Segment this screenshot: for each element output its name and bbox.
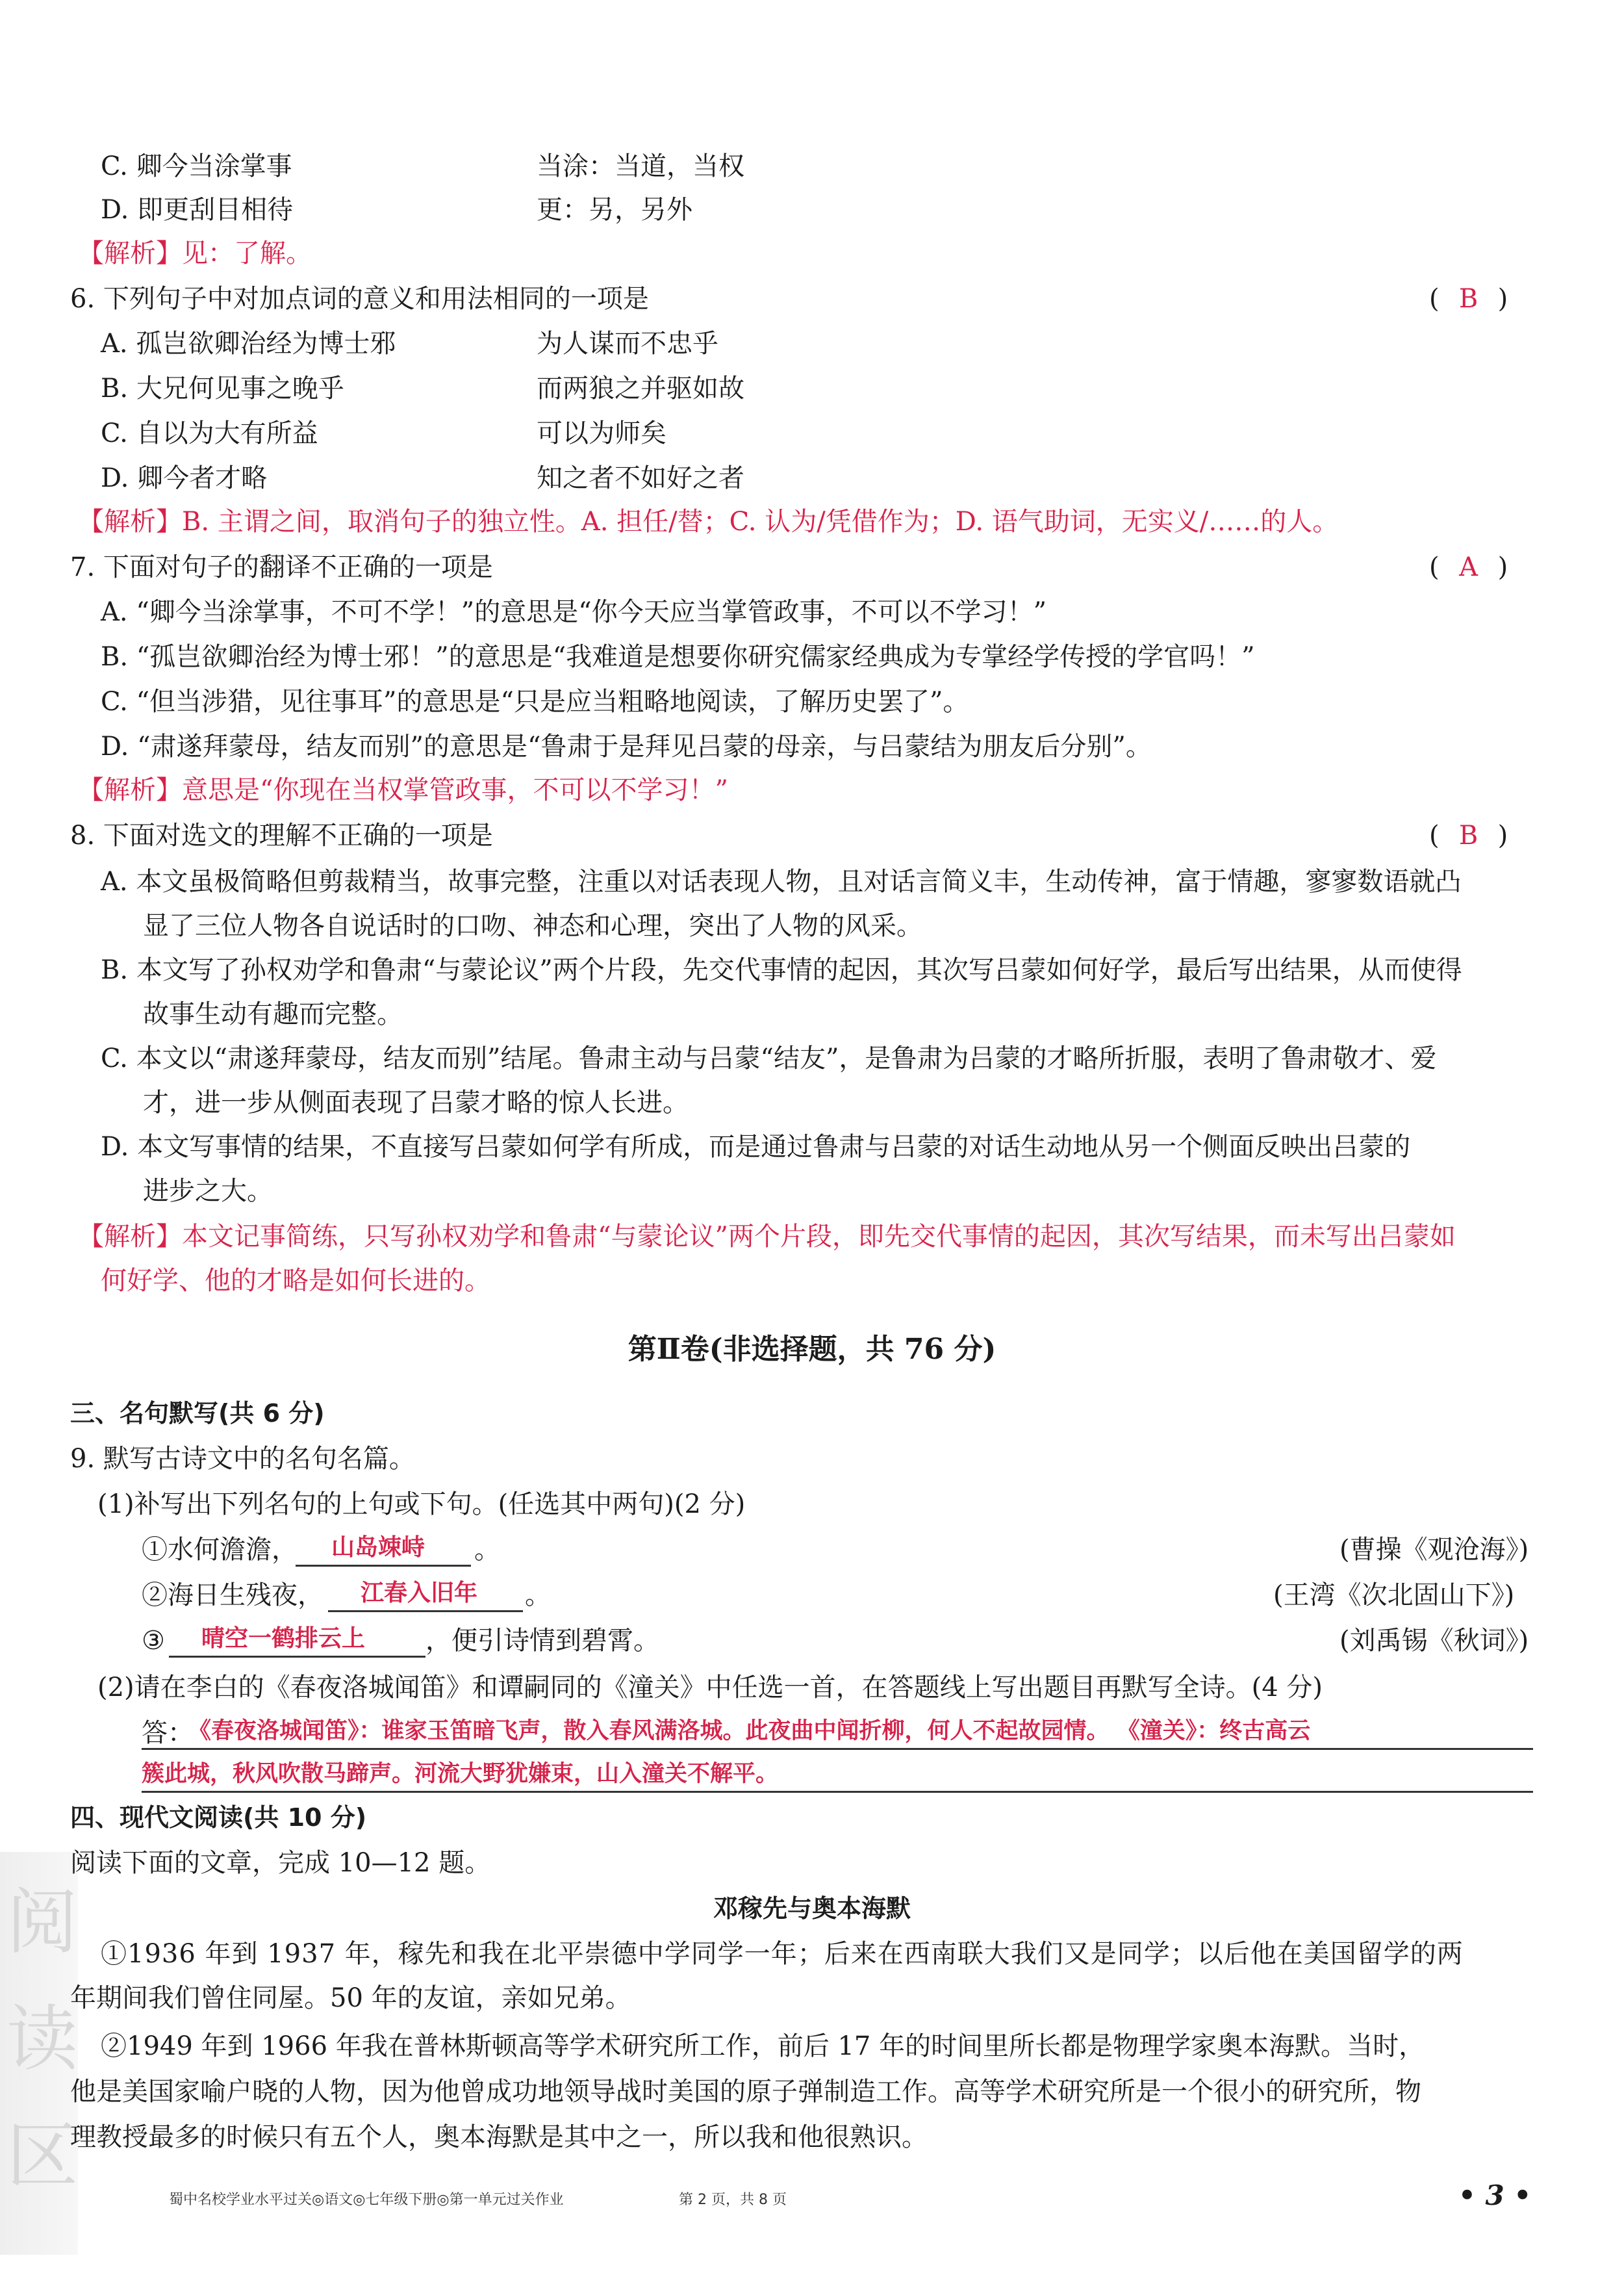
article-title: 邓稼先与奥本海默 — [713, 1894, 911, 1923]
q5-option-c-right: 当涂：当道，当权 — [537, 151, 744, 181]
q9-sub1: (1)补写出下列名句的上句或下句。(任选其中两句)(2 分) — [97, 1489, 746, 1519]
q9-item3-suffix: ，便引诗情到碧霄。 — [425, 1626, 659, 1656]
q8-analysis-line1: 【解析】本文记事简练，只写孙权劝学和鲁肃“与蒙论议”两个片段，即先交代事情的起因，其次写结果，而未写出吕蒙如 — [78, 1222, 1456, 1252]
q6-option-a-right: 为人谋而不忠乎 — [537, 329, 718, 359]
article-line1: ①1936 年到 1937 年，稼先和我在北平崇德中学同学一年；后来在西南联大我们又是同学；以后他在美国留学的两 — [101, 1939, 1464, 1969]
q5-option-d-right: 更：另，另外 — [537, 195, 692, 225]
page-number: • 3 • — [1458, 2179, 1532, 2211]
article-line4: 他是美国家喻户晓的人物，因为他曾成功地领导战时美国的原子弹制造工作。高等学术研究所是一个很小的研究所，物 — [70, 2077, 1421, 2107]
q9-item2-source: (王湾《次北固山下》) — [1273, 1580, 1515, 1610]
q8-option-a-line2: 显了三位人物各自说话时的口吻、神态和心理，突出了人物的风采。 — [143, 911, 922, 941]
q8-option-c-line2: 才，进一步从侧面表现了吕蒙才略的惊人长进。 — [143, 1088, 689, 1118]
q9-answer-line2: 簇此城，秋风吹散马蹄声。河流大野犹嫌束，山入潼关不解平。 — [142, 1761, 779, 1787]
q6-option-d-left: D. 卿今者才略 — [101, 463, 268, 493]
section3-title: 三、名句默写(共 6 分) — [70, 1399, 325, 1428]
q9-sub2: (2)请在李白的《春夜洛城闻笛》和谭嗣同的《潼关》中任选一首，在答题线上写出题目再默写全诗。(4 分) — [97, 1673, 1323, 1702]
q7-option-d: D. “肃遂拜蒙母，结友而别”的意思是“鲁肃于是拜见吕蒙的母亲，与吕蒙结为朋友后分别”。 — [101, 732, 1152, 762]
q8-option-b-line1: B. 本文写了孙权劝学和鲁肃“与蒙论议”两个片段，先交代事情的起因，其次写吕蒙如何好学，最后写出结果，从而使得 — [101, 955, 1462, 985]
q9-item2-answer: 江春入旧年 — [361, 1580, 478, 1606]
q9-item1-source: (曹操《观沧海》) — [1339, 1535, 1529, 1565]
q8-option-c-line1: C. 本文以“肃遂拜蒙母，结友而别”结尾。鲁肃主动与吕蒙“结友”，是鲁肃为吕蒙的才略所折服，表明了鲁肃敬才、爱 — [101, 1044, 1437, 1073]
q6-analysis: 【解析】B. 主谓之间，取消句子的独立性。A. 担任/替；C. 认为/凭借作为；D. 语气助词，无实义/……的人。 — [78, 507, 1339, 537]
q7-option-b: B. “孤岂欲卿治经为博士邪！”的意思是“我难道是想要你研究儒家经典成为专掌经学传授的学官吗！” — [101, 642, 1255, 672]
q9-item3-blank — [169, 1656, 425, 1658]
q7-analysis: 【解析】意思是“你现在当权掌管政事，不可以不学习！” — [78, 775, 728, 805]
section4-title: 四、现代文阅读(共 10 分) — [70, 1803, 367, 1832]
q9-answer-line1: 《春夜洛城闻笛》：谁家玉笛暗飞声，散入春风满洛城。此夜曲中闻折柳，何人不起故园情。 《潼关》：终古高云 — [188, 1718, 1311, 1744]
q9-item2-suffix: 。 — [525, 1580, 551, 1610]
q6-answer: B — [1458, 284, 1478, 314]
footer-book-info: 蜀中名校学业水平过关◎语文◎七年级下册◎第一单元过关作业 — [169, 2192, 564, 2208]
q8-option-b-line2: 故事生动有趣而完整。 — [143, 999, 403, 1029]
q8-answer: B — [1458, 821, 1478, 851]
q9-item1-blank — [296, 1565, 471, 1567]
q7-answer-bracket: ( A ) — [1429, 550, 1508, 585]
q8-option-a-line1: A. 本文虽极简略但剪裁精当，故事完整，注重以对话表现人物，且对话言简义丰，生动传神，富于情趣，寥寥数语就凸 — [101, 867, 1462, 897]
q6-option-d-right: 知之者不如好之者 — [537, 463, 744, 493]
q9-item1-prefix: ①水何澹澹， — [142, 1535, 298, 1565]
q6-option-a-left: A. 孤岂欲卿治经为博士邪 — [101, 329, 396, 359]
part2-title: 第Ⅱ卷(非选择题，共 76 分) — [628, 1333, 996, 1366]
q6-stem: 6. 下列句子中对加点词的意义和用法相同的一项是 — [70, 284, 649, 314]
q9-item3-source: (刘禹锡《秋词》) — [1339, 1626, 1529, 1656]
article-line5: 理教授最多的时候只有五个人，奥本海默是其中之一，所以我和他很熟识。 — [70, 2122, 928, 2152]
q9-item1-answer: 山岛竦峙 — [331, 1534, 425, 1561]
q9-item2-blank — [328, 1610, 523, 1612]
q5-option-c-left: C. 卿今当涂掌事 — [101, 151, 292, 181]
article-line2: 年期间我们曾住同屋。50 年的友谊，亲如兄弟。 — [70, 1983, 631, 2013]
q8-option-d-line1: D. 本文写事情的结果，不直接写吕蒙如何学有所成，而是通过鲁肃与吕蒙的对话生动地从另一个侧面反映出吕蒙的 — [101, 1132, 1411, 1162]
q7-option-a: A. “卿今当涂掌事，不可不学！”的意思是“你今天应当掌管政事，不可以不学习！” — [101, 597, 1047, 627]
q7-stem: 7. 下面对句子的翻译不正确的一项是 — [70, 552, 493, 582]
q9-stem: 9. 默写古诗文中的名句名篇。 — [70, 1444, 415, 1474]
q7-option-c: C. “但当涉猎，见往事耳”的意思是“只是应当粗略地阅读，了解历史罢了”。 — [101, 687, 969, 717]
q5-analysis: 【解析】见：了解。 — [78, 238, 312, 268]
q6-option-c-left: C. 自以为大有所益 — [101, 418, 318, 448]
q6-option-c-right: 可以为师矣 — [537, 418, 666, 448]
q9-item3-prefix: ③ — [142, 1626, 165, 1656]
q7-answer: A — [1459, 552, 1478, 582]
article-line3: ②1949 年到 1966 年我在普林斯顿高等学术研究所工作，前后 17 年的时间里所长都是物理学家奥本海默。当时， — [101, 2031, 1425, 2061]
section4-instruction: 阅读下面的文章，完成 10—12 题。 — [70, 1848, 491, 1878]
q9-item1-suffix: 。 — [474, 1535, 500, 1565]
q8-stem: 8. 下面对选文的理解不正确的一项是 — [70, 821, 493, 851]
q6-answer-bracket: ( B ) — [1429, 281, 1508, 316]
q5-option-d-left: D. 即更刮目相待 — [101, 195, 294, 225]
q9-item3-answer: 晴空一鹤排云上 — [201, 1625, 366, 1652]
q9-item2-prefix: ②海日生残夜， — [142, 1580, 324, 1610]
q8-answer-bracket: ( B ) — [1429, 818, 1508, 853]
q6-option-b-left: B. 大兄何见事之晚乎 — [101, 374, 344, 404]
answer-line-1 — [142, 1748, 1533, 1750]
q8-option-d-line2: 进步之大。 — [143, 1176, 273, 1206]
q9-answer-label: 答： — [142, 1718, 194, 1748]
footer-page-count: 第 2 页，共 8 页 — [679, 2192, 787, 2208]
answer-line-2 — [142, 1791, 1533, 1793]
q8-analysis-line2: 何好学、他的才略是如何长进的。 — [101, 1266, 490, 1296]
decorative-side-stamp: 阅 读 区 — [0, 1852, 78, 2255]
q6-option-b-right: 而两狼之并驱如故 — [537, 374, 744, 404]
